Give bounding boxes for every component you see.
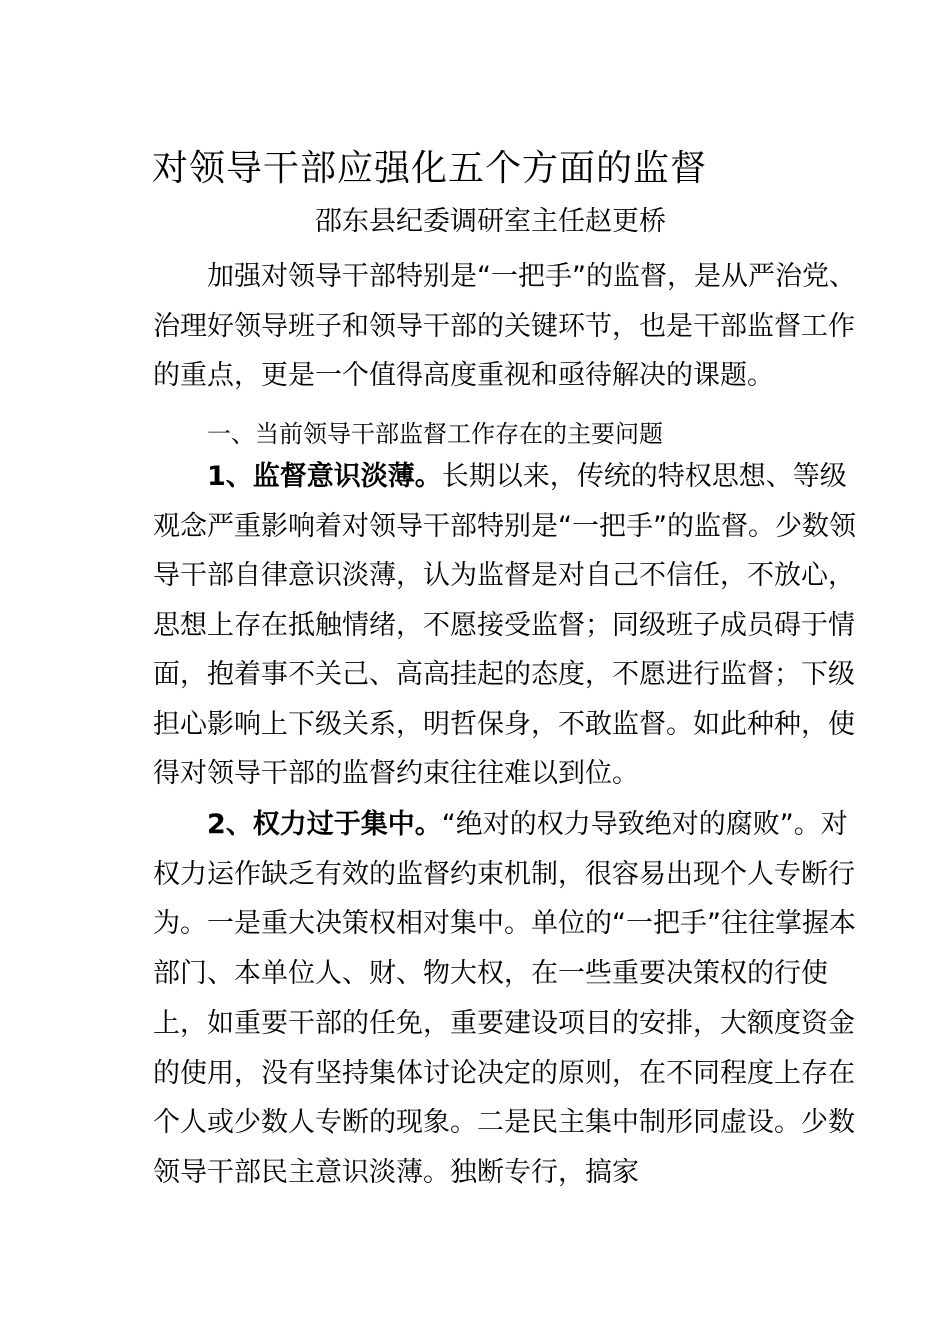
intro-paragraph: 加强对领导干部特别是“一把手”的监督，是从严治党、治理好领导班子和领导干部的关键环节，也是干部监督工作的重点，更是一个值得高度重视和亟待解决的课题。 — [153, 261, 856, 391]
item-2-paragraph — [153, 800, 873, 1198]
document-author: 邵东县纪委调研室主任赵更桥 — [315, 206, 666, 237]
item-2-heading: 2、权力过于集中。 — [207, 809, 442, 840]
section-heading: 一、当前领导干部监督工作存在的主要问题 — [207, 420, 663, 448]
item-1-body: 长期以来，传统的特权思想、等级观念严重影响着对领导干部特别是“一把手”的监督。少数领导干部自律意识淡薄，认为监督是对自己不信任，不放心，思想上存在抵触情绪，不愿接受监督；同级班子成员碍于情面，抱着事不关己、高高挂起的态度，不愿进行监督；下级担心影响上下级关系，明哲保身，不敢监督。如此种种，使得对领导干部的监督约束往往难以到位。 — [153, 461, 856, 789]
document-title: 对领导干部应强化五个方面的监督 — [152, 148, 708, 189]
item-2-body: “绝对的权力导致绝对的腐败”。对权力运作缺乏有效的监督约束机制，很容易出现个人专断行为。一是重大决策权相对集中。单位的“一把手”往往掌握本部门、本单位人、财、物大权，在一些重要决策权的行使上，如重要干部的任免，重要建设项目的安排，大额度资金的使用，没有坚持集体讨论决定的原则，在不同程度上存在个人或少数人专断的现象。二是民主集中制形同虚设。少数领导干部民主意识淡薄。独断专行，搞家 — [153, 809, 856, 1188]
item-1-paragraph — [153, 452, 873, 799]
item-1-heading: 1、监督意识淡薄。 — [207, 461, 442, 492]
